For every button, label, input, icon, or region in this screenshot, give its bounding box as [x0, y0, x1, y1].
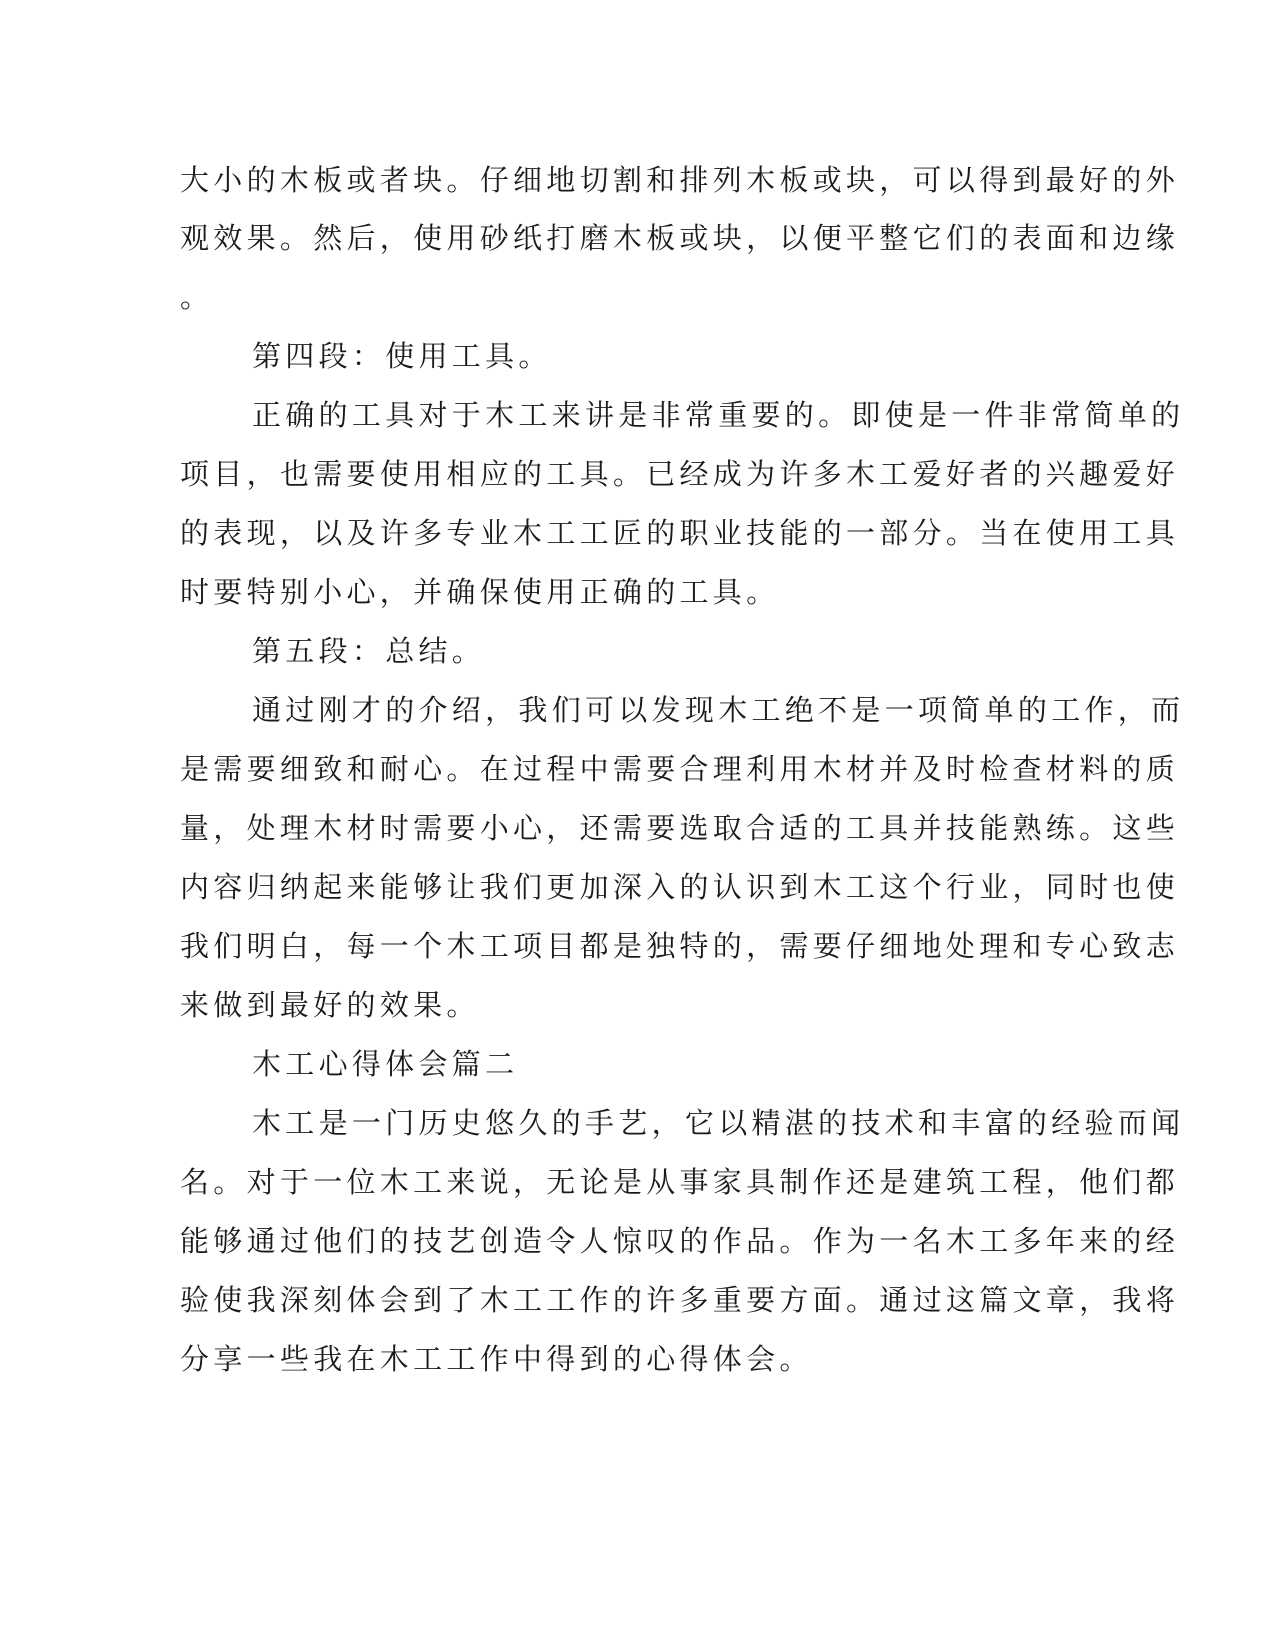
paragraph-line: 量，处理木材时需要小心，还需要选取合适的工具并技能熟练。这些 [180, 811, 1180, 845]
paragraph-line: 能够通过他们的技艺创造令人惊叹的作品。作为一名木工多年来的经 [180, 1224, 1180, 1258]
paragraph-line: 分享一些我在木工工作中得到的心得体会。 [180, 1342, 813, 1376]
paragraph-line: 木工是一门历史悠久的手艺，它以精湛的技术和丰富的经验而闻 [252, 1106, 1185, 1140]
paragraph-line: 来做到最好的效果。 [180, 988, 480, 1022]
paragraph-line: 项目，也需要使用相应的工具。已经成为许多木工爱好者的兴趣爱好 [180, 457, 1180, 491]
paragraph-line: 时要特别小心，并确保使用正确的工具。 [180, 575, 780, 609]
section-heading-5: 第五段：总结。 [252, 634, 486, 668]
paragraph-line: 通过刚才的介绍，我们可以发现木工绝不是一项简单的工作，而 [252, 693, 1185, 727]
section-heading-4: 第四段：使用工具。 [252, 339, 552, 373]
paragraph-line: 验使我深刻体会到了木工工作的许多重要方面。通过这篇文章，我将 [180, 1283, 1180, 1317]
paragraph-line: 是需要细致和耐心。在过程中需要合理利用木材并及时检查材料的质 [180, 752, 1180, 786]
paragraph-line: 正确的工具对于木工来讲是非常重要的。即使是一件非常简单的 [252, 398, 1185, 432]
article-title: 木工心得体会篇二 [252, 1047, 519, 1081]
paragraph-line: 观效果。然后，使用砂纸打磨木板或块，以便平整它们的表面和边缘 [180, 221, 1180, 255]
paragraph-line: 。 [180, 280, 214, 314]
paragraph-line: 我们明白，每一个木工项目都是独特的，需要仔细地处理和专心致志 [180, 929, 1180, 963]
paragraph-line: 名。对于一位木工来说，无论是从事家具制作还是建筑工程，他们都 [180, 1165, 1180, 1199]
paragraph-line: 的表现，以及许多专业木工工匠的职业技能的一部分。当在使用工具 [180, 516, 1180, 550]
paragraph-line: 内容归纳起来能够让我们更加深入的认识到木工这个行业，同时也使 [180, 870, 1180, 904]
paragraph-line: 大小的木板或者块。仔细地切割和排列木板或块，可以得到最好的外 [180, 163, 1180, 197]
